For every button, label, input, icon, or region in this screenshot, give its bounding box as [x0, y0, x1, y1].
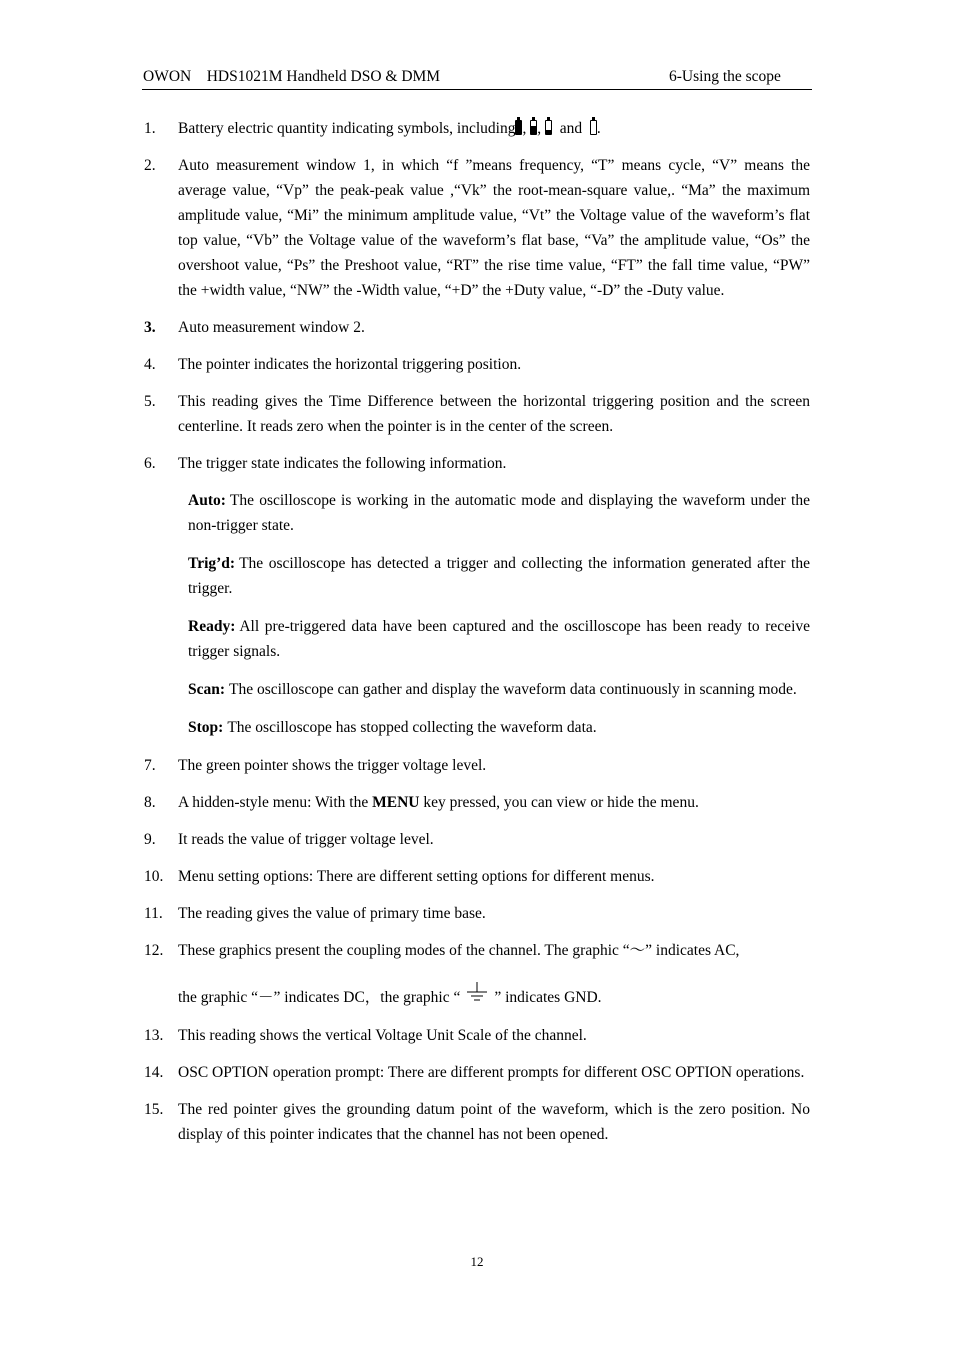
item-number: 14. [144, 1064, 164, 1081]
item-text-tail: key pressed, you can view or hide the menu. [419, 794, 699, 811]
list-item-11 [142, 901, 810, 926]
state-term: Stop: [188, 719, 224, 736]
item-text: Auto measurement window 1, in which “f ”means frequency, “T” means cycle, “V” means the average value, “Vp” the peak-peak value ,“Vk” the root-mean-square value,. “Ma” the maximum amplitude value, “Mi” the minimum amplitude value, “Vt” the Voltage value of the waveform’s flat top value, “Vb” the Voltage value of the waveform’s flat base, “Va” the amplitude value, “Os” the overshoot value, “Ps” the Preshoot value, “RT” the rise time value, “FT” the fall time value, “PW” the +width value, “NW” the -Width value, “+D” the +Duty value, “-D” the -Duty value. [178, 157, 810, 299]
item-text: Battery electric quantity indicating symbols, including [178, 120, 516, 137]
list-item-14 [142, 1060, 810, 1085]
item-number: 8. [144, 794, 156, 811]
trigger-state-ready [142, 614, 810, 664]
trigger-state-trigd [142, 551, 810, 601]
item-text: The green pointer shows the trigger voltage level. [178, 757, 487, 774]
item-number: 6. [144, 455, 156, 472]
list-item-8 [142, 790, 810, 815]
item-number: 9. [144, 831, 156, 848]
dc-text: the graphic “－” indicates DC，the graphic “ [178, 989, 461, 1006]
item-number: 7. [144, 757, 156, 774]
battery-full-icon [515, 120, 522, 135]
item-text: The trigger state indicates the following information. [178, 455, 507, 472]
page-header [142, 66, 812, 90]
item-number: 11. [144, 905, 163, 922]
list-item-9 [142, 827, 810, 852]
item-number: 15. [144, 1101, 164, 1118]
item-number: 2. [144, 157, 156, 174]
item-number: 4. [144, 356, 156, 373]
trigger-state-scan [142, 677, 810, 702]
header-title: OWON HDS1021M Handheld DSO & DMM [143, 68, 441, 85]
list-item-5 [142, 389, 810, 439]
battery-empty-icon [590, 120, 597, 135]
item-text-line1: These graphics present the coupling modes of the channel. The graphic “～” indicates AC, [178, 942, 740, 959]
list-item-1 [142, 116, 810, 141]
list-item-7 [142, 753, 810, 778]
battery-low-icon [545, 120, 552, 135]
item-text-line2 [178, 982, 810, 1010]
list-item-12 [142, 938, 810, 1010]
list-item-10 [142, 864, 810, 889]
item-text: OSC OPTION operation prompt: There are different prompts for different OSC OPTION operations. [178, 1064, 805, 1081]
list-item-6 [142, 451, 810, 476]
and-word: and [559, 120, 583, 137]
item-number: 10. [144, 868, 164, 885]
item-number: 5. [144, 393, 156, 410]
trigger-state-stop [142, 715, 810, 740]
state-description: All pre-triggered data have been captured and the oscilloscope has been ready to receive trigger signals. [188, 618, 810, 660]
list-item-15 [142, 1097, 810, 1147]
state-term: Auto: [188, 492, 226, 509]
separator: , [537, 120, 542, 137]
list-item-13 [142, 1023, 810, 1048]
item-number: 13. [144, 1027, 164, 1044]
separator: , [522, 120, 527, 137]
state-description: The oscilloscope has detected a trigger and collecting the information generated after the trigger. [188, 555, 810, 597]
state-description: The oscilloscope has stopped collecting the waveform data. [227, 719, 597, 736]
item-text: The red pointer gives the grounding datum point of the waveform, which is the zero position. No display of this pointer indicates that the channel has not been opened. [178, 1101, 810, 1143]
item-number: 1. [144, 120, 156, 137]
state-term: Ready: [188, 618, 236, 635]
ground-symbol-icon [464, 982, 490, 1004]
state-description: The oscilloscope is working in the automatic mode and displaying the waveform under the non-trigger state. [188, 492, 810, 534]
item-text: It reads the value of trigger voltage level. [178, 831, 434, 848]
item-text: The pointer indicates the horizontal triggering position. [178, 356, 522, 373]
item-text: This reading shows the vertical Voltage Unit Scale of the channel. [178, 1027, 587, 1044]
state-term: Trig’d: [188, 555, 236, 572]
state-description: The oscilloscope can gather and display the waveform data continuously in scanning mode. [229, 681, 797, 698]
list-item-4 [142, 352, 810, 377]
item-text: Auto measurement window 2. [178, 319, 365, 336]
battery-half-icon [530, 120, 537, 135]
item-text: This reading gives the Time Difference between the horizontal triggering position and the screen centerline. It reads zero when the pointer is in the center of the screen. [178, 393, 810, 435]
menu-key-label: MENU [372, 794, 420, 811]
item-text: A hidden-style menu: With the [178, 794, 373, 811]
gnd-text: ” indicates GND. [494, 989, 602, 1006]
item-text: The reading gives the value of primary time base. [178, 905, 486, 922]
item-number: 3. [144, 319, 156, 336]
header-section: 6-Using the scope [669, 68, 781, 85]
state-term: Scan: [188, 681, 226, 698]
item-number: 12. [144, 942, 164, 959]
main-content [142, 116, 810, 1159]
list-item-3 [142, 315, 810, 340]
item-text: Menu setting options: There are different setting options for different menus. [178, 868, 655, 885]
page-number: 12 [470, 1254, 484, 1269]
trigger-state-auto [142, 488, 810, 538]
list-item-2 [142, 153, 810, 303]
period: . [596, 120, 601, 137]
